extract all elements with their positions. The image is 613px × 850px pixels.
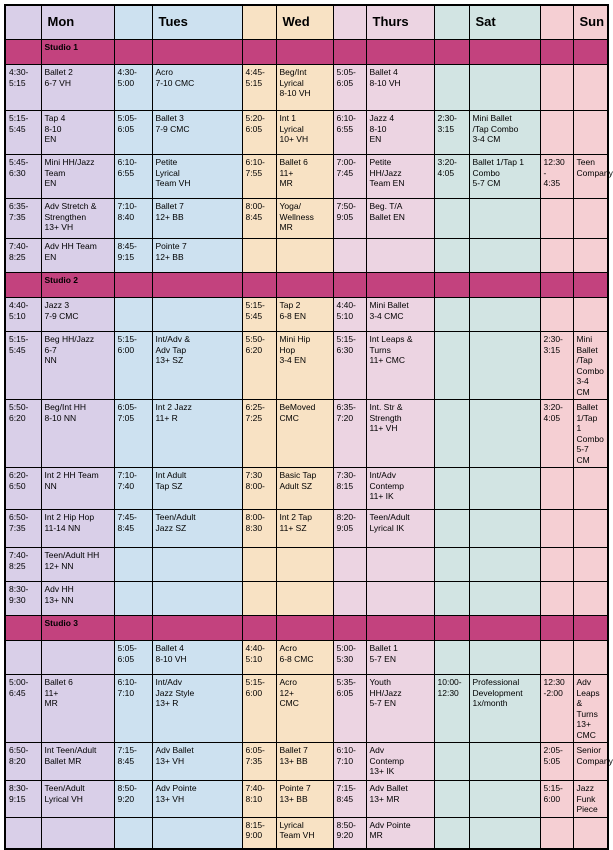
- class-time: 2:05- 5:05: [540, 743, 573, 781]
- class-time: 3:20- 4:05: [434, 155, 469, 199]
- class-name: [276, 548, 333, 582]
- class-name: [152, 548, 242, 582]
- class-name: [573, 239, 608, 273]
- studio-band-cell: [540, 40, 573, 65]
- day-header-thurs: Thurs: [366, 5, 434, 40]
- schedule-row: [5, 641, 608, 675]
- class-time: [333, 239, 366, 273]
- studio-band-cell: [5, 40, 41, 65]
- studio-band-cell: [242, 40, 276, 65]
- class-time: 6:10- 6:55: [333, 111, 366, 155]
- class-time: 5:15- 6:00: [540, 781, 573, 818]
- class-name: Yoga/ Wellness MR: [276, 199, 333, 239]
- class-name: Jazz 3 7-9 CMC: [41, 298, 114, 332]
- class-name: Int 2 Hip Hop 11-14 NN: [41, 510, 114, 548]
- class-name: Beg/Int HH 8-10 NN: [41, 400, 114, 468]
- class-time: [540, 817, 573, 849]
- studio-band-cell: [114, 273, 152, 298]
- class-name: [573, 199, 608, 239]
- class-name: Jazz 4 8-10 EN: [366, 111, 434, 155]
- class-name: [469, 641, 540, 675]
- class-name: Ballet 4 8-10 VH: [366, 65, 434, 111]
- class-time: 12:30 -2:00: [540, 675, 573, 743]
- class-name: [469, 510, 540, 548]
- schedule-row: [5, 239, 608, 273]
- class-time: 8:50- 9:20: [114, 781, 152, 818]
- class-name: Int Adult Tap SZ: [152, 468, 242, 510]
- class-time: [434, 510, 469, 548]
- studio-band-cell: [242, 273, 276, 298]
- class-time: 6:05- 7:05: [114, 400, 152, 468]
- class-time: 2:30- 3:15: [434, 111, 469, 155]
- class-name: Mini Ballet 3-4 CMC: [366, 298, 434, 332]
- class-name: Teen/Adult Jazz SZ: [152, 510, 242, 548]
- class-time: 5:15- 6:00: [242, 675, 276, 743]
- class-time: [540, 65, 573, 111]
- class-name: [469, 468, 540, 510]
- class-name: [573, 468, 608, 510]
- studio-band-cell: [469, 616, 540, 641]
- class-name: Int/Adv Jazz Style 13+ R: [152, 675, 242, 743]
- class-time: 7:10- 8:40: [114, 199, 152, 239]
- class-name: Teen/Adult HH 12+ NN: [41, 548, 114, 582]
- class-time: 8:45- 9:15: [114, 239, 152, 273]
- class-name: Adv HH Team EN: [41, 239, 114, 273]
- class-name: [573, 817, 608, 849]
- class-name: [469, 239, 540, 273]
- class-name: [276, 239, 333, 273]
- studio-header-row: [5, 616, 608, 641]
- class-time: [114, 298, 152, 332]
- class-time: 5:20- 6:05: [242, 111, 276, 155]
- class-time: 8:30- 9:30: [5, 582, 41, 616]
- class-time: [434, 468, 469, 510]
- class-time: 7:40- 8:10: [242, 781, 276, 818]
- class-time: 5:35- 6:05: [333, 675, 366, 743]
- class-name: [469, 781, 540, 818]
- class-time: 7:10- 7:40: [114, 468, 152, 510]
- class-name: [573, 641, 608, 675]
- class-time: 12:30 - 4:35: [540, 155, 573, 199]
- class-name: [276, 582, 333, 616]
- class-name: [152, 817, 242, 849]
- class-name: Petite Lyrical Team VH: [152, 155, 242, 199]
- class-name: [366, 239, 434, 273]
- class-time: 7:00- 7:45: [333, 155, 366, 199]
- studio-band-cell: [434, 40, 469, 65]
- class-name: Ballet 7 13+ BB: [276, 743, 333, 781]
- class-time: 4:40- 5:10: [333, 298, 366, 332]
- class-name: [573, 111, 608, 155]
- class-time: [114, 817, 152, 849]
- class-time: 8:50- 9:20: [333, 817, 366, 849]
- class-time: 8:00- 8:45: [242, 199, 276, 239]
- class-time: 5:15- 5:45: [242, 298, 276, 332]
- class-name: Beg HH/Jazz 6-7 NN: [41, 332, 114, 400]
- class-name: [41, 817, 114, 849]
- class-name: Mini HH/Jazz Team EN: [41, 155, 114, 199]
- class-time: [540, 582, 573, 616]
- studio-band-cell: [366, 616, 434, 641]
- class-time: 7:50- 9:05: [333, 199, 366, 239]
- class-name: Adv Leaps & Turns 13+ CMC: [573, 675, 608, 743]
- class-name: [469, 65, 540, 111]
- studio-header-row: [5, 40, 608, 65]
- studio-band-cell: [276, 40, 333, 65]
- class-name: [366, 582, 434, 616]
- class-time: 5:15- 5:45: [5, 111, 41, 155]
- class-name: Int 1 Lyrical 10+ VH: [276, 111, 333, 155]
- studio-band-cell: [152, 273, 242, 298]
- class-name: [573, 298, 608, 332]
- class-name: Adv Pointe MR: [366, 817, 434, 849]
- schedule-body: [5, 40, 613, 850]
- class-time: [434, 817, 469, 849]
- schedule-row: [5, 199, 608, 239]
- class-name: [573, 65, 608, 111]
- day-header-row: [5, 5, 608, 40]
- studio-band-cell: [276, 273, 333, 298]
- class-time: 6:10- 7:10: [333, 743, 366, 781]
- class-name: [573, 510, 608, 548]
- class-name: Tap 4 8-10 EN: [41, 111, 114, 155]
- studio-band-cell: [333, 273, 366, 298]
- class-time: 5:15- 6:00: [114, 332, 152, 400]
- class-name: Int 2 Jazz 11+ R: [152, 400, 242, 468]
- class-time: 7:30 8:00-: [242, 468, 276, 510]
- class-time: 5:50- 6:20: [5, 400, 41, 468]
- class-time: [434, 743, 469, 781]
- class-time: 5:45- 6:30: [5, 155, 41, 199]
- class-name: [469, 582, 540, 616]
- class-time: 7:30- 8:15: [333, 468, 366, 510]
- class-name: Ballet 2 6-7 VH: [41, 65, 114, 111]
- day-header-mon: Mon: [41, 5, 114, 40]
- class-name: Int. Str & Strength 11+ VH: [366, 400, 434, 468]
- class-name: Acro 7-10 CMC: [152, 65, 242, 111]
- class-name: Teen/Adult Lyrical IK: [366, 510, 434, 548]
- schedule-row: [5, 400, 608, 468]
- class-name: Acro 12+ CMC: [276, 675, 333, 743]
- studio-band-cell: [540, 616, 573, 641]
- class-time: [434, 400, 469, 468]
- class-time: 6:10- 6:55: [114, 155, 152, 199]
- class-time: 4:45- 5:15: [242, 65, 276, 111]
- class-time: [242, 548, 276, 582]
- class-name: [152, 582, 242, 616]
- studio-band-cell: [152, 616, 242, 641]
- class-time: 2:30- 3:15: [540, 332, 573, 400]
- class-time: 5:05- 6:05: [333, 65, 366, 111]
- schedule-row: [5, 675, 608, 743]
- class-time: [434, 332, 469, 400]
- studio-band-cell: [469, 273, 540, 298]
- class-time: 5:00- 5:30: [333, 641, 366, 675]
- class-time: [540, 548, 573, 582]
- class-name: Int 2 HH Team NN: [41, 468, 114, 510]
- class-time: [114, 548, 152, 582]
- class-time: 6:25- 7:25: [242, 400, 276, 468]
- class-time: [434, 781, 469, 818]
- schedule-row: [5, 111, 608, 155]
- day-header-sun: Sun: [573, 5, 608, 40]
- day-header-sat: Sat: [469, 5, 540, 40]
- class-time: [540, 510, 573, 548]
- class-name: Pointe 7 13+ BB: [276, 781, 333, 818]
- schedule-row: [5, 817, 608, 849]
- class-name: Adv Pointe 13+ VH: [152, 781, 242, 818]
- class-name: Adv Stretch & Strengthen 13+ VH: [41, 199, 114, 239]
- class-name: Mini Ballet /Tap Combo 3-4 CM: [469, 111, 540, 155]
- studio-band-cell: [469, 40, 540, 65]
- class-name: [469, 298, 540, 332]
- class-time: [434, 582, 469, 616]
- class-name: Ballet 6 11+ MR: [41, 675, 114, 743]
- studio-band-cell: [333, 616, 366, 641]
- class-time: 5:15- 5:45: [5, 332, 41, 400]
- class-name: [469, 332, 540, 400]
- class-name: Basic Tap Adult SZ: [276, 468, 333, 510]
- studio-band-cell: [5, 616, 41, 641]
- class-name: [41, 641, 114, 675]
- studio-band-cell: [573, 273, 608, 298]
- class-time: 5:15- 6:30: [333, 332, 366, 400]
- class-name: Int/Adv Contemp 11+ IK: [366, 468, 434, 510]
- schedule-row: [5, 781, 608, 818]
- class-time: 6:35- 7:35: [5, 199, 41, 239]
- class-name: Adv Ballet 13+ VH: [152, 743, 242, 781]
- class-name: [573, 548, 608, 582]
- class-time: 6:10- 7:55: [242, 155, 276, 199]
- class-time: 4:40- 5:10: [5, 298, 41, 332]
- class-name: Adv HH 13+ NN: [41, 582, 114, 616]
- schedule-row: [5, 582, 608, 616]
- studio-band-cell: [366, 273, 434, 298]
- schedule-row: [5, 65, 608, 111]
- class-time: 6:50- 8:20: [5, 743, 41, 781]
- schedule-table: [4, 4, 613, 850]
- class-name: Ballet 4 8-10 VH: [152, 641, 242, 675]
- class-name: Ballet 7 12+ BB: [152, 199, 242, 239]
- class-name: Beg. T/A Ballet EN: [366, 199, 434, 239]
- studio-band-cell: [573, 40, 608, 65]
- studio-band-cell: [434, 273, 469, 298]
- schedule-row: [5, 548, 608, 582]
- class-time: [242, 239, 276, 273]
- class-time: [540, 298, 573, 332]
- studio-label: Studio 2: [41, 273, 114, 298]
- studio-label: Studio 3: [41, 616, 114, 641]
- class-time: 6:05- 7:35: [242, 743, 276, 781]
- class-time: 7:40- 8:25: [5, 548, 41, 582]
- class-time: 10:00- 12:30: [434, 675, 469, 743]
- schedule-row: [5, 468, 608, 510]
- day-header-wed: Wed: [276, 5, 333, 40]
- class-name: Petite HH/Jazz Team EN: [366, 155, 434, 199]
- day-header-tues: Tues: [152, 5, 242, 40]
- schedule-row: [5, 332, 608, 400]
- studio-band-cell: [366, 40, 434, 65]
- class-time: [434, 239, 469, 273]
- class-name: Professional Development 1x/month: [469, 675, 540, 743]
- class-time: 4:40- 5:10: [242, 641, 276, 675]
- studio-header-row: [5, 273, 608, 298]
- class-time: 4:30- 5:15: [5, 65, 41, 111]
- class-time: 7:40- 8:25: [5, 239, 41, 273]
- class-time: [114, 582, 152, 616]
- class-name: [469, 548, 540, 582]
- class-time: [5, 641, 41, 675]
- class-name: Ballet 6 11+ MR: [276, 155, 333, 199]
- class-time: [540, 468, 573, 510]
- class-time: 6:10- 7:10: [114, 675, 152, 743]
- class-name: [152, 298, 242, 332]
- class-name: Mini Ballet /Tap Combo 3-4 CM: [573, 332, 608, 400]
- class-time: [434, 548, 469, 582]
- class-name: Beg/Int Lyrical 8-10 VH: [276, 65, 333, 111]
- studio-band-cell: [573, 616, 608, 641]
- class-time: 7:45- 8:45: [114, 510, 152, 548]
- class-name: Acro 6-8 CMC: [276, 641, 333, 675]
- class-time: 7:15- 8:45: [333, 781, 366, 818]
- studio-label: Studio 1: [41, 40, 114, 65]
- class-time: 5:50- 6:20: [242, 332, 276, 400]
- class-time: [5, 817, 41, 849]
- class-name: [469, 199, 540, 239]
- class-time: [540, 239, 573, 273]
- class-time: 3:20- 4:05: [540, 400, 573, 468]
- studio-band-cell: [276, 616, 333, 641]
- class-time: 6:20- 6:50: [5, 468, 41, 510]
- class-name: [573, 582, 608, 616]
- class-name: [366, 548, 434, 582]
- class-time: 6:35- 7:20: [333, 400, 366, 468]
- class-time: 8:20- 9:05: [333, 510, 366, 548]
- schedule-row: [5, 298, 608, 332]
- class-name: Ballet 1 5-7 EN: [366, 641, 434, 675]
- class-name: Ballet 1/Tap 1 Combo 5-7 CM: [469, 155, 540, 199]
- class-time: 5:00- 6:45: [5, 675, 41, 743]
- class-name: Ballet 1/Tap 1 Combo 5-7 CM: [573, 400, 608, 468]
- class-time: [540, 641, 573, 675]
- class-name: Lyrical Team VH: [276, 817, 333, 849]
- class-name: Ballet 3 7-9 CMC: [152, 111, 242, 155]
- class-name: Senior Company: [573, 743, 608, 781]
- schedule-row: [5, 743, 608, 781]
- class-name: Teen/Adult Lyrical VH: [41, 781, 114, 818]
- class-time: 8:15- 9:00: [242, 817, 276, 849]
- class-name: Mini Hip Hop 3-4 EN: [276, 332, 333, 400]
- class-time: 5:05- 6:05: [114, 111, 152, 155]
- studio-band-cell: [114, 616, 152, 641]
- class-time: [540, 111, 573, 155]
- class-name: Tap 2 6-8 EN: [276, 298, 333, 332]
- schedule-row: [5, 510, 608, 548]
- schedule-row: [5, 155, 608, 199]
- class-time: [434, 641, 469, 675]
- class-time: 6:50- 7:35: [5, 510, 41, 548]
- class-time: 4:30- 5:00: [114, 65, 152, 111]
- class-name: Int/Adv & Adv Tap 13+ SZ: [152, 332, 242, 400]
- class-name: [469, 400, 540, 468]
- class-name: BeMoved CMC: [276, 400, 333, 468]
- class-name: Pointe 7 12+ BB: [152, 239, 242, 273]
- class-time: [434, 65, 469, 111]
- class-name: Youth HH/Jazz 5-7 EN: [366, 675, 434, 743]
- class-time: 7:15- 8:45: [114, 743, 152, 781]
- class-name: Jazz Funk Piece: [573, 781, 608, 818]
- studio-band-cell: [114, 40, 152, 65]
- class-name: Int Teen/Adult Ballet MR: [41, 743, 114, 781]
- class-time: 5:05- 6:05: [114, 641, 152, 675]
- class-name: Int Leaps & Turns 11+ CMC: [366, 332, 434, 400]
- studio-band-cell: [540, 273, 573, 298]
- class-time: [434, 199, 469, 239]
- class-name: Int 2 Tap 11+ SZ: [276, 510, 333, 548]
- class-name: Adv Ballet 13+ MR: [366, 781, 434, 818]
- class-time: [540, 199, 573, 239]
- class-time: [242, 582, 276, 616]
- class-name: [469, 817, 540, 849]
- class-name: Adv Contemp 13+ IK: [366, 743, 434, 781]
- class-name: Teen Company: [573, 155, 608, 199]
- class-time: [333, 548, 366, 582]
- class-time: 8:30- 9:15: [5, 781, 41, 818]
- studio-band-cell: [242, 616, 276, 641]
- studio-band-cell: [152, 40, 242, 65]
- class-name: [469, 743, 540, 781]
- class-time: 8:00- 8:30: [242, 510, 276, 548]
- studio-band-cell: [434, 616, 469, 641]
- studio-band-cell: [5, 273, 41, 298]
- class-time: [333, 582, 366, 616]
- class-time: [434, 298, 469, 332]
- studio-band-cell: [333, 40, 366, 65]
